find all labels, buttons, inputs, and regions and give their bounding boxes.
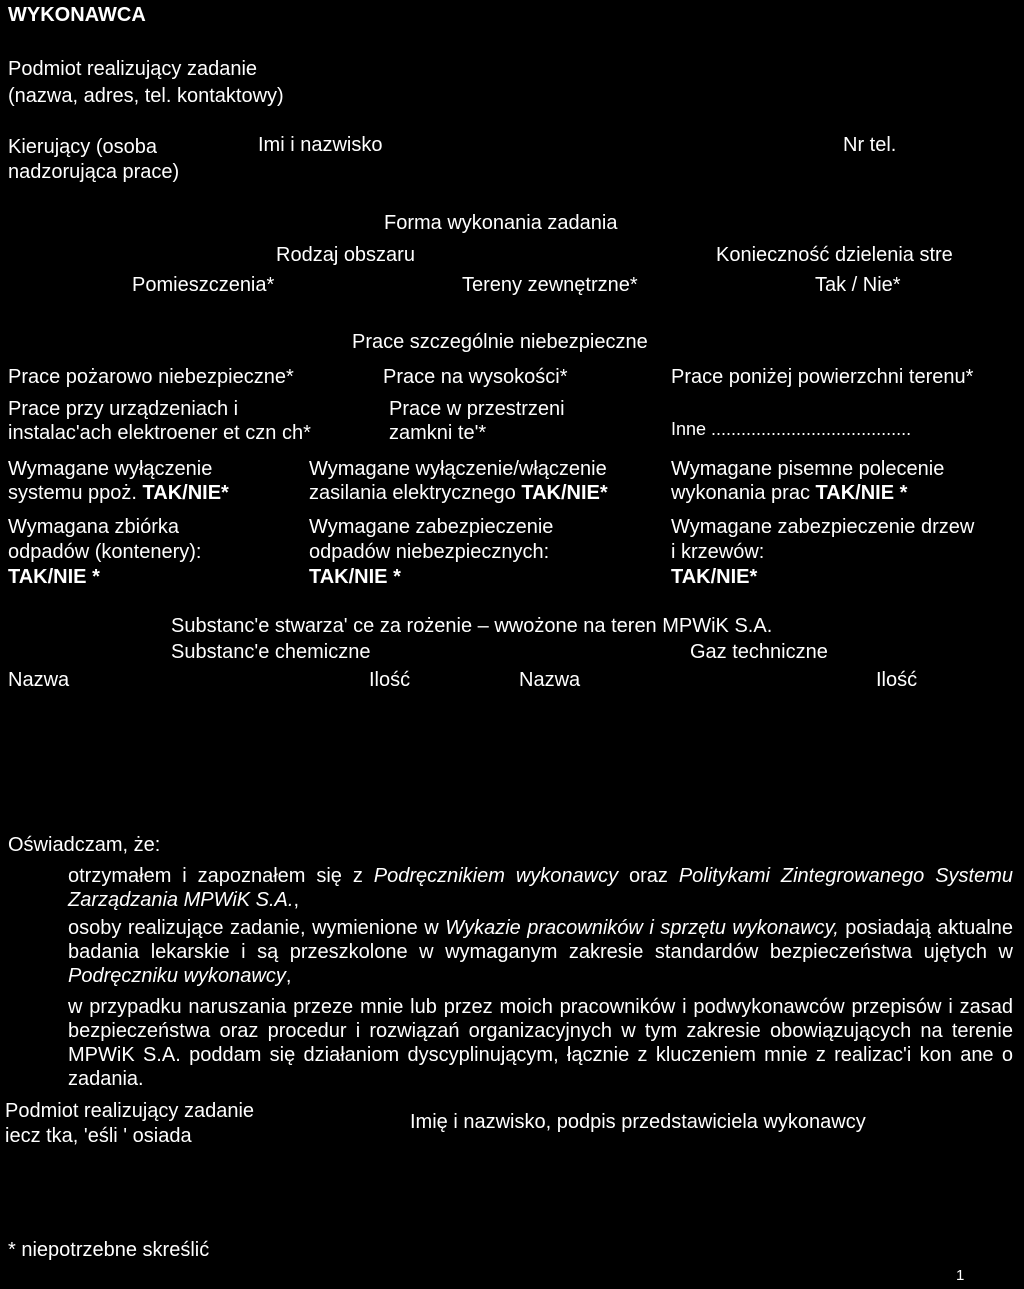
separation-label: Konieczność dzielenia stre [716, 244, 953, 266]
chemical-substances-label: Substanc'e chemiczne [171, 641, 371, 663]
height-works: Prace na wysokości* [383, 366, 568, 388]
hazardous-waste-line3: TAK/NIE * [309, 566, 401, 588]
gas-qty-column: Ilość [876, 669, 918, 691]
rooms-option: Pomieszczenia* [132, 274, 275, 296]
electrical-works-line1: Prace przy urządzeniach i [8, 398, 239, 420]
chemical-qty-column: Ilość [369, 669, 411, 691]
chemical-name-column: Nazwa [8, 669, 70, 691]
confined-space-line1: Prace w przestrzeni [389, 398, 565, 420]
fire-system-line1: Wymagane wyłączenie [8, 458, 213, 480]
power-shutdown-line1: Wymagane wyłączenie/włączenie [309, 458, 607, 480]
form-heading: Forma wykonania zadania [384, 212, 618, 234]
trees-protection-line1: Wymagane zabezpieczenie drzew [671, 516, 975, 538]
waste-collection-line3: TAK/NIE * [8, 566, 100, 588]
declaration-item-1: otrzymałem i zapoznałem się z Podręcznikiem wykonawcy oraz Politykami Zintegrowanego Systemu Zarządzania MPWiK S.A., [68, 865, 1013, 911]
other-works: Inne ........................................ [671, 419, 912, 439]
supervisor-label-line2: nadzorująca prace) [8, 161, 180, 183]
gas-name-column: Nazwa [519, 669, 581, 691]
section-title: WYKONAWCA [8, 4, 146, 26]
fire-hazard-works: Prace pożarowo niebezpieczne* [8, 366, 294, 388]
entity-label-line2: (nazwa, adres, tel. kontaktowy) [8, 85, 284, 107]
declaration-item-2: osoby realizujące zadanie, wymienione w Wykazie pracowników i sprzętu wykonawcy, posiadają aktualne badania lekarskie i są przeszkolone w wymaganym zakresie standardów bezpieczeństwa ujętych w Podręczniku wykonawcy, [68, 917, 1014, 987]
stamp-label-line2: iecz tka, 'eśli ' osiada [5, 1125, 192, 1147]
written-order-line2: wykonania prac TAK/NIE * [671, 482, 908, 504]
signature-label: Imię i nazwisko, podpis przedstawiciela wykonawcy [410, 1111, 866, 1133]
electrical-works-line2: instalac'ach elektroener et czn ch* [8, 422, 311, 444]
footnote: * niepotrzebne skreślić [8, 1239, 210, 1261]
supervisor-name-label: Imi i nazwisko [258, 134, 383, 156]
substances-heading: Substanc'e stwarza' ce za rożenie – wwożone na teren MPWiK S.A. [171, 615, 773, 637]
supervisor-label-line1: Kierujący (osoba [8, 136, 157, 158]
declaration-heading: Oświadczam, że: [8, 834, 161, 856]
separation-yes-no: Tak / Nie* [815, 274, 901, 296]
trees-protection-line3: TAK/NIE* [671, 566, 758, 588]
fire-system-line2: systemu ppoż. TAK/NIE* [8, 482, 229, 504]
area-type-label: Rodzaj obszaru [276, 244, 415, 266]
outdoor-option: Tereny zewnętrzne* [462, 274, 638, 296]
declaration-item-3: w przypadku naruszania przeze mnie lub przez moich pracowników i podwykonawców przepisów i zasad bezpieczeństwa oraz procedur i rozwiązań organizacyjnych w tym zakresie obowiązujących na terenie MPWiK S.A. poddam się działaniom dyscyplinującym, łącznie z kluczeniem mnie z realizac'i kon ane o zadania. [68, 996, 1013, 1090]
hazardous-waste-line2: odpadów niebezpiecznych: [309, 541, 550, 563]
below-ground-works: Prace poniżej powierzchni terenu* [671, 366, 974, 388]
supervisor-phone-label: Nr tel. [843, 134, 897, 156]
power-shutdown-line2: zasilania elektrycznego TAK/NIE* [309, 482, 608, 504]
confined-space-line2: zamkni te'* [389, 422, 487, 444]
dangerous-heading: Prace szczególnie niebezpieczne [352, 331, 648, 353]
waste-collection-line2: odpadów (kontenery): [8, 541, 202, 563]
entity-label-line1: Podmiot realizujący zadanie [8, 58, 258, 80]
stamp-label-line1: Podmiot realizujący zadanie [5, 1100, 255, 1122]
written-order-line1: Wymagane pisemne polecenie [671, 458, 945, 480]
trees-protection-line2: i krzewów: [671, 541, 765, 563]
page-number: 1 [956, 1267, 965, 1284]
hazardous-waste-line1: Wymagane zabezpieczenie [309, 516, 554, 538]
waste-collection-line1: Wymagana zbiórka [8, 516, 180, 538]
technical-gases-label: Gaz techniczne [690, 641, 828, 663]
